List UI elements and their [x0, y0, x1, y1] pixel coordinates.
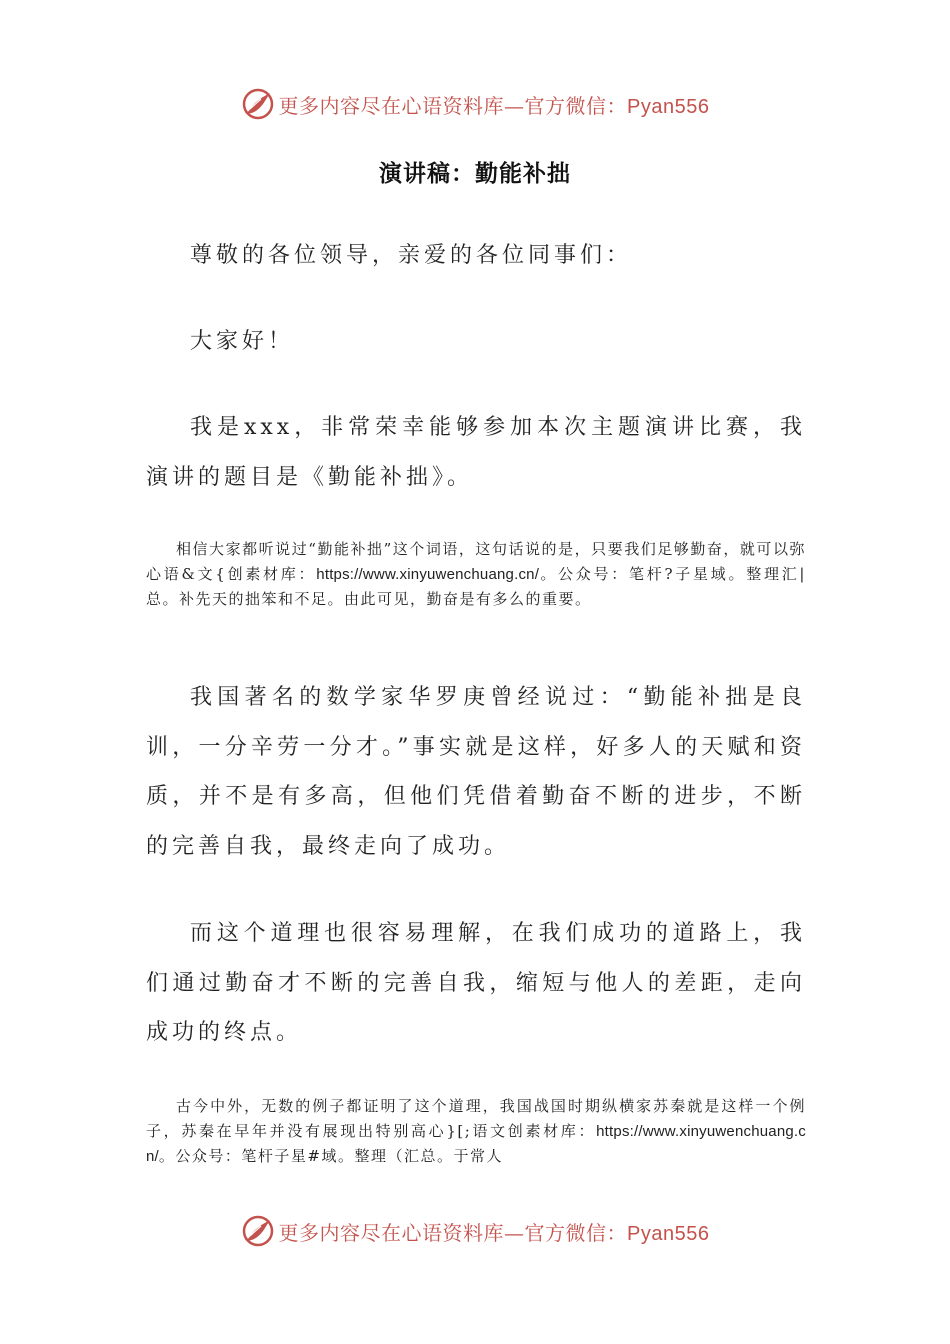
header-banner: [0, 84, 950, 124]
source-url: https://www.xinyuwenchuang.cn/: [146, 1123, 806, 1165]
page-title: 演讲稿：勤能补拙: [379, 161, 571, 187]
hello-paragraph: 大家好！: [190, 329, 295, 354]
greeting-paragraph: 尊敬的各位领导，亲爱的各位同事们：: [190, 243, 633, 268]
header-banner-text: 更多内容尽在心语资料库—官方微信：Pyan556: [278, 93, 710, 118]
intro-paragraph: 我是xxx，非常荣幸能够参加本次主题演讲比赛，我演讲的题目是《勤能补拙》。: [146, 415, 806, 490]
footer-banner: [0, 1211, 950, 1251]
footer-banner-text: 更多内容尽在心语资料库—官方微信：Pyan556: [278, 1220, 710, 1245]
header-wechat-id: Pyan556: [627, 95, 710, 118]
pen-nib-logo-icon: [241, 87, 275, 121]
reasoning-paragraph: 而这个道理也很容易理解，在我们成功的道路上，我们通过勤奋才不断的完善自我，缩短与他人的差距，走向成功的终点。: [146, 921, 806, 1045]
source-url: https://www.xinyuwenchuang.cn/: [316, 566, 540, 583]
small-paragraph-1: 相信大家都听说过“勤能补拙”这个词语，这句话说的是，只要我们足够勤奋，就可以弥心语&文{创素材库：https://www.xinyuwenchuang.cn/。公众号：笔杆?子星域。整理汇|总。补先天的拙笨和不足。由此可见，勤奋是有多么的重要。: [146, 540, 806, 608]
pen-nib-logo-icon: [241, 1214, 275, 1248]
footer-wechat-id: Pyan556: [627, 1222, 710, 1245]
small-paragraph-2: 古今中外，无数的例子都证明了这个道理，我国战国时期纵横家苏秦就是这样一个例子，苏秦在早年并没有展现出特别高心}[;语文创素材库：https://www.xinyuwenchuang.cn/。公众号：笔杆子星#域。整理（汇总。于常人: [146, 1097, 806, 1165]
quote-paragraph: 我国著名的数学家华罗庚曾经说过：“勤能补拙是良训，一分辛劳一分才。”事实就是这样，好多人的天赋和资质，并不是有多高，但他们凭借着勤奋不断的进步，不断的完善自我，最终走向了成功。: [146, 685, 806, 859]
